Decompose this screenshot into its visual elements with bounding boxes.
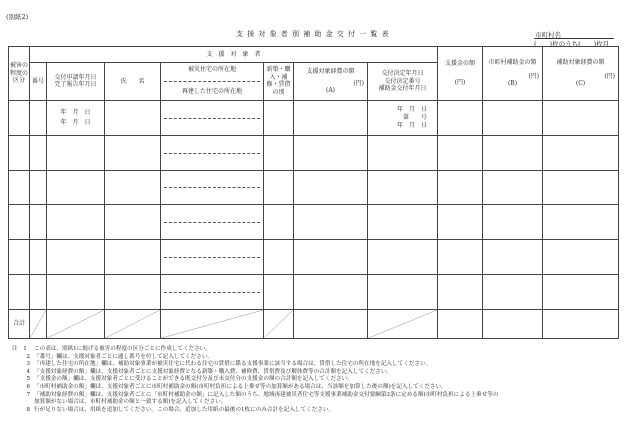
header-number: 番号 — [30, 62, 47, 100]
cell-subsidy-cost — [543, 100, 619, 135]
note-line: 2 「番号」欄は、支援対象者ごとに通し番号を付して記入してください。 — [26, 353, 214, 360]
header-subsidy-cost: 補助対象経費の額 (円) (C) — [543, 47, 619, 101]
total-slash-number — [30, 309, 47, 338]
note-line: 注 1 この表は、別紙1に掲げる被害の程度の区分ごとに作成してください。 — [12, 346, 211, 352]
subsidy-table — [8, 46, 619, 339]
cell-decision: 年 月 日 第 号 年 月 日 — [368, 100, 438, 135]
total-muni-subsidy — [483, 309, 543, 338]
header-support-amount: 支援金の額 (円) — [438, 47, 483, 101]
note-line: 加算額がない場合は、市町村補助金の額と一致する額)を記入してください。 — [34, 399, 227, 406]
table-row — [9, 205, 619, 240]
note-line: 5 「支援金の額」欄は、支援対象者ごとに受けることができる既交付分及び未交付分の支援金の額の合計額を記入してください。 — [26, 376, 353, 383]
note-line: 6 「市町村補助金の額」欄は、支援対象者ごとに市町村補助金の額(市町村負担による上乗せ等の加算額がある場合は、当該額を加算した後の額)を記入してください。 — [26, 383, 447, 390]
total-slash-address — [161, 309, 264, 338]
note-line: 4 「支援対象経費の額」欄は、支援対象者ごとに支援対象経費となる新築・購入費、補修費、賃借費及び解体費等の合計額を記入してください。 — [26, 368, 393, 375]
cell-addresses — [161, 100, 264, 135]
page-counter: ( )枚のうち( )枚目 — [534, 40, 610, 48]
header-application-dates: 交付申請年月日 完了報告年月日 — [47, 62, 105, 100]
cell-muni-subsidy — [483, 100, 543, 135]
total-slash-name — [105, 309, 161, 338]
table-row — [9, 240, 619, 275]
total-slash-type — [264, 309, 294, 338]
cell-support-cost — [294, 100, 368, 135]
header-name: 氏 名 — [105, 62, 161, 100]
cell-damage-level — [9, 100, 30, 135]
header-decision: 交付決定年月日 交付決定番号 補助金交付年月日 — [368, 62, 438, 100]
table-row — [9, 274, 619, 309]
note-line: 7 「補助対象経費の額」欄は、支援対象者ごとに「市町村補助金の額」に記入した額のうち、地域再建被災者住宅等支援事業補助金交付要綱第3条に定める額(市町村負担による上乗せ等の — [26, 391, 499, 398]
header-muni-subsidy: 市町村補助金の額 (円) (B) — [483, 47, 543, 101]
cell-construction-type — [264, 100, 294, 135]
cell-name — [105, 100, 161, 135]
table-row — [9, 170, 619, 205]
total-label: 合計 — [9, 309, 30, 338]
table-row — [9, 100, 619, 135]
header-damage-level: 被害の程度の区分 — [9, 47, 30, 101]
table-row — [9, 135, 619, 170]
cell-number — [30, 100, 47, 135]
header-support-cost: 支援対象経費の額 (円) (A) — [294, 62, 368, 100]
header-construction-type: 新築・購入・補修・賃借の別 — [264, 62, 294, 100]
note-line: 8 行が足りない場合は、用紙を追加してください。この場合、追加した用紙の最後の1枚にのみ合計を記入してください。 — [26, 406, 335, 413]
note-line: 3 「再建した住宅の所在地」欄は、補助対象事業が被災住宅に代わる住宅の賃借に係る支援事業に該当する場合は、賃借した住宅の所在地を記入してください。 — [26, 361, 432, 368]
cell-support-amount — [438, 100, 483, 135]
header-addresses: 被災住宅の所在地 再建した住宅の所在地 — [161, 62, 264, 100]
total-slash-decision — [368, 309, 438, 338]
total-slash-dates — [47, 309, 105, 338]
notes-section — [12, 346, 622, 414]
cell-application-dates: 年 月 日 年 月 日 — [47, 100, 105, 135]
sheet-label: (別紙2) — [6, 13, 29, 21]
total-row — [9, 309, 619, 338]
total-support-cost — [294, 309, 368, 338]
municipality-label: 市町村名 — [535, 31, 561, 39]
header-support-group: 支 援 対 象 者 — [30, 47, 438, 63]
total-subsidy-cost — [543, 309, 619, 338]
total-support-amount — [438, 309, 483, 338]
page-title: 支援対象者別補助金交付一覧表 — [236, 30, 393, 38]
